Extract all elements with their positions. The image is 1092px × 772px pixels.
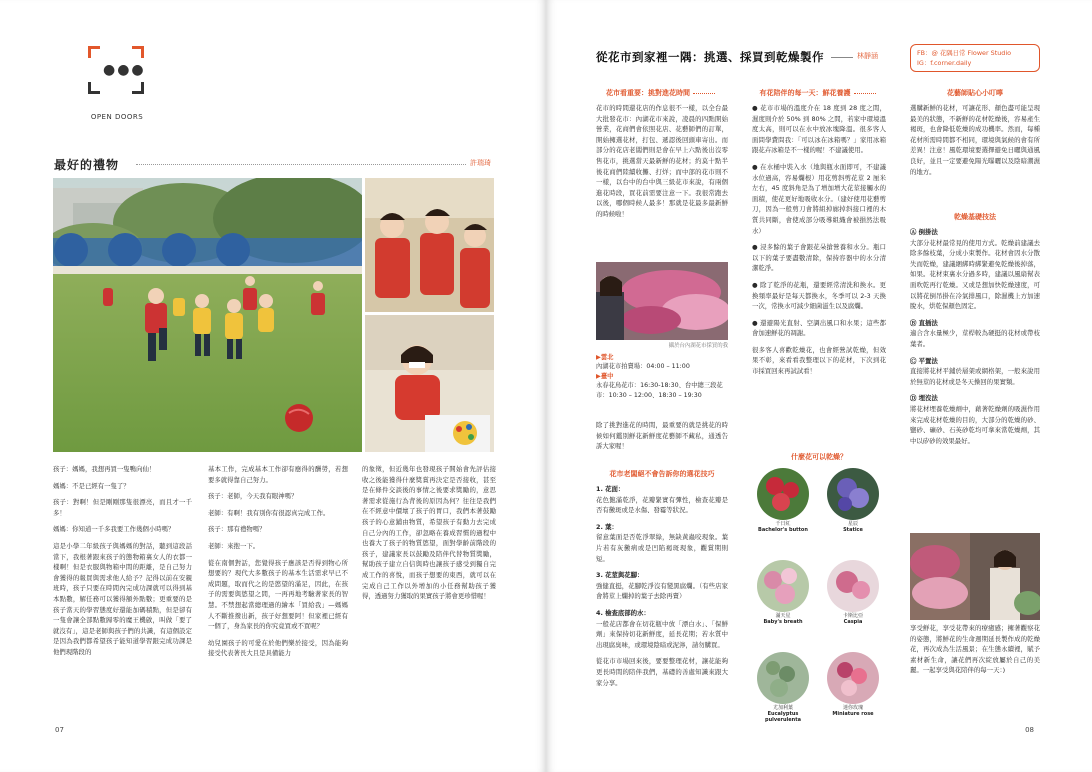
selection-tips [596,484,728,694]
drying-techniques [910,227,1040,452]
paragraph: 媽媽：不是已經有一隻了？ [53,481,130,490]
left-column-3 [362,464,496,608]
section-heading: 花藝師貼心小叮嚀 [947,89,1003,97]
care-item: ● 除了乾淨的花瓶，還要經常清洗和換水。更換頻率最好是每天都換水，冬季可以 2-3 天換一次，常換水可減少細菌滋生以及腐爛。 [752,280,886,311]
paragraph: 孩子：那有禮物嗎？ [208,525,266,534]
brand-name: OPEN DOORS [90,113,144,121]
hours-text: 永春花鳥花市：16:30-18:30、台中總三段花市：10:30 – 12:00、18:30 – 19:30 [596,382,723,399]
tip-item: 3. 花莖與花腳： 強健直挺，花腳乾淨沒有變黑腐爛。（有些店家會將莖上爛掉的葉子去除再賣） [596,571,728,601]
paragraph: 除了挑對進花的時間，最重要的就是挑花的時候如何鑑別鮮花新鮮度花藝師不藏私，通透告訴大家喔！ [596,421,728,451]
children-playground-photo [53,178,362,452]
paragraph: 花市的時間還花店的作息很不一樣，以全台最大批發花市：內湖花市來說，凌晨的四點開始營業，花商們會依照花店、花藝師們的訂單，開始擁選花材，打包、遞認後回頭車寄出。而部分的花店老闆們則是會在早上六點後出沒零售花市，挑選當天最新鮮的花材；約莫十點半後花商們陸續收攤、打烊；而中部的花市則不一樣，以台中的台中與三級花市來說，有兩個進花時段，買花前需要注意一下。我很常跑去以後，哪個時候人最多！那就是花最多最新鮮的時候啦！ [596,104,728,218]
photo-caption: 攝於台內湖花市採買的我 [668,343,728,349]
paragraph: 基本工作，完成基本工作卻有應得的酬勞，若想要多就得靠自己努力。 [208,465,348,484]
hours-text: 內湖花市拍賣場：04:00 – 11:00 [596,363,690,371]
care-item: ● 還避陽光直射、空調出風口和水果；這些都會加速鮮花的凋謝。 [752,318,886,338]
section-heading: 有花陪伴的每一天：鮮花養護 [752,88,886,98]
flower-item: 星辰 Statice [826,468,880,533]
paragraph: 很多客人喜歡乾燥花，也會經營試乾燥，但效果不彰，來看看我整理以下的花材，下次到花市採買回來再試試看！ [752,345,886,376]
section-tail [596,420,728,458]
paragraph: 幼兒園孩子的可愛在於他們樂於接受，因為能夠接受代表著長大且是具備能力 [208,638,348,658]
paragraph: 孩子：老師，今天我有眼神嗎？ [208,492,298,501]
paragraph: 媽媽：你知道一千多我要工作幾個小時嗎？ [53,525,175,534]
paragraph: 孩子：媽媽，我想再買一隻鴨向仙！ [53,465,156,473]
flower-item: 尤加利葉 Eucalyptus pulverulenta [756,652,810,723]
region-label: ▶臺中 [596,372,614,380]
open-doors-logo-icon: ●●● [88,46,144,94]
flower-item: 滿天星 Baby's breath [756,560,810,625]
section-heading: 花市老闆絕不會告訴你的選花技巧 [609,470,715,478]
paragraph: 享受鮮花，享受花帶來的療癒感；擁著觀察花的姿態，將鮮花的生命週期延長製作成的乾燥花，再次成為生活風景；在生態永續裡，賦予素材新生命，讓花們再次綻放屬於自己的美麗。一起享受與花陪伴的每一天：) [910,624,1040,675]
article-title: 從花市到家裡一隅：挑選、採買到乾燥製作 [596,50,824,64]
technique-item: Ⓐ 倒掛法 大部分花材最常見的使用方式。乾燥前建議去除多餘枝葉，分成小束製作。花材會因水分散失而乾燥，建議綑綁時綁緊避免乾燥後掉落，如果。花材束裏水分過多時，建議以風扇幫表面吹乾再行乾燥。又或是想加快乾燥速度，可以將花倒吊掛在冷氣排風口，除濕機上方加速脫水，烘乾保顏色固定。 [910,228,1040,311]
flower-item: 卡斯比亞 Caspia [826,560,880,625]
region-label: ▶雲北 [596,354,614,361]
section-heading: 乾燥基礎技法 [954,213,996,221]
paragraph: 老師：有啊！我有別你有很認真完成工作。 [208,508,330,517]
child-painting-photo [365,315,494,452]
paragraph: 孩子：對啊！但是剛剛那隻很漂亮，而且才一千多！ [53,498,192,517]
flower-photo [757,468,809,520]
flower-photo [757,560,809,612]
tip-item: 4. 檢查底部的水： 一般花店都會在切花瓶中放「漂白水」、「保鮮劑」來保持切花新鮮度，延長花期；若水質中出現腐臭味，或環境陰暗或泥濘，請勿購買。 [596,608,728,649]
paragraph: 從花市市場回來後，要要整理花材，讓花能夠更長時間的陪伴我們，基礎的善處知識來跟大家分享。 [596,657,728,687]
children-classroom-photo [365,178,494,312]
article-author: 許瑞琦 [470,159,491,167]
article-author: 林靜涵 [857,52,878,60]
instagram-handle: IG：f.corner.daily [917,59,972,67]
flower-item: 千日紅 Bachelor's button [756,468,810,533]
paragraph: 從在南個對話，您覺得孩子應該是否得到物心所想要的？現代大多數孩子的基本生活需求早已不成問題，取而代之的是慾望的滿足，因此，在孩子的需要與慾望之間，一再再地考驗著家長的智慧。不禁想起當總理過的繪本「買給我」—媽媽人不斷推撥出新，孩子好想要阿！但家裡已經有一個了，身為家長的你究竟買或不買呢？ [208,558,348,631]
title-divider [136,164,466,165]
title-divider [831,57,853,58]
technique-item: Ⓑ 直插法 適合含水量極少，莖桿較為硬挺的花材或帶枝葉者。 [910,318,1040,348]
flower-photo [827,560,879,612]
market-hours [596,353,728,400]
left-column-2 [208,464,348,665]
tip-item: 1. 花面： 花色飽滿乾淨，花瓣緊實有彈性，檢查花瓣是否有黴斑或是水傷、發霉等狀況。 [596,485,728,515]
paragraph: 這是小學二年級孩子與媽媽的對話，聽到這段話當下，我根著跟來孩子的態物箱裏女人的衣都一樣啊！但是衣服與物箱中間的距離，是自己努力會獲得的報買與需求他人給予？記得以前在安親班時，孩子只要在時間內完成功課就可以得到基本點數，解任務可以獲得額外點數；更重要的是孩子當天的學習態度好還能加碼積點，但是卻有一隻會讓全部點數歸零的魔王機啟，叫做「要了就沒有」，這是老師與孩子們的共識，有這個設定是因為我們都希望孩子能知道學習跟完成功課是他們現階段的 [53,541,192,656]
flower-photo [757,652,809,704]
care-item: ● 在水桶中裝入水（地與瓶水面即可，不建議水位過高，容易爛根）用花剪斜剪花莖 2 厘米左右，45 度斜角是為了增加增大花莖接觸水的面積，使花更好地吸收水分。（建好使用花藝剪刀，因為一般剪刀會將組掉廊掉斜接口裡的木質共同斷，會使成部分吸導組織會被損然法吸水） [752,162,886,235]
page-number: 07 [55,726,64,734]
flower-photo [827,468,879,520]
social-links-box [910,44,1040,72]
right-column-1 [596,103,728,226]
paragraph: 的象徵，但近幾年也發現孩子開始會先評估接收之後能獲得什麼獎賞再決定是否接收，甚至是在條件交談後的事情之後要求獎勵的，意思著需求從施行為背後的原因為何？往往是我們在不經意中價壞了孩子的胃口，我們本著鼓勵孩子的心意鋪由物質，希望孩子有動力去完成自己分內的工作，卻忽略在養成習慣的過程中也養大了孩子的物質慾望，面對學齡前階段的孩子，建議家長以鼓勵及陪伴代替物質獎勵，幫助孩子建立自信與時也讓孩子感受到獨自完成工作的喜悅，而孩子想要的東西，就可以在完成自己工作以外增加的小任務幫助孩子獲得，透過努力獲取的果實孩子將會更珍惜喔！ [362,465,496,601]
closing-paragraph [910,623,1040,682]
flower-shop-photo [910,533,1040,620]
flower-market-photo [596,262,728,340]
page-number: 08 [1025,726,1034,734]
flower-item: 迷你玫瑰 Miniature rose [826,652,880,717]
facebook-handle: FB：@ 花隅日常 Flower Studio [917,49,1011,57]
paragraph: 老師：來抱一下。 [208,541,260,550]
right-column-3 [910,103,1040,183]
technique-item: Ⓒ 平置法 直接將花材平鋪於層架或網格架，一般來說用於無莖的花材或是冬天操回的果實類。 [910,356,1040,386]
section-heading: 花市看重要：挑對進花時間 [596,88,728,98]
left-column-1 [53,464,192,664]
article-title: 最好的禮物 [54,158,120,172]
tip-item: 2. 葉： 留意葉面是否乾淨翠綠，無缺黃蟲咬現象。葉片若有灰黴病或是凹陷褐斑現象，觀賞期則短。 [596,522,728,563]
section-heading: 什麼花可以乾燥？ [791,453,847,461]
right-page [546,0,1092,772]
paragraph: 選購新鮮的花材，可讓花形、顏色盡可能呈現最美的狀態，不新鮮的花材乾燥後，容易產生褐斑，也會降低乾燥的成功機率。然而，每種花材所需時間都不相同，環境與氣候的會有所差異！注意！風乾環境要選擇避免日曬與通風良好，並且一定要避免陽光曝曬以及陰暗潮濕的地方。 [910,104,1040,176]
care-item: ● 浸多餘的葉子會跟花朵搶營養和水分。瓶口以下的葉子要盡數清除，保持容器中的水分清潔乾淨。 [752,243,886,273]
care-item: ● 花市市場的溫度介在 18 度到 28 度之間，濕度則介於 50% 到 80% 之間，若家中環境溫度太高，則可以在水中放冰塊降溫。很多客人面問學費問我：「可以冰在冰箱嗎？」家用冰箱跟花卉冰箱是不一樣的喔！不建議使用。 [752,104,886,155]
technique-item: Ⓓ 埋沒法 將花材埋養乾燥劑中，藉著乾燥劑的吸濕作用來完成花材乾燥的目的，大部分的乾燥的砂、鹽砂、礦砂、石英砂乾均可拿來當乾燥劑，其中以矽砂的效果最好。 [910,394,1040,445]
flower-photo [827,652,879,704]
right-column-2 [752,103,886,383]
